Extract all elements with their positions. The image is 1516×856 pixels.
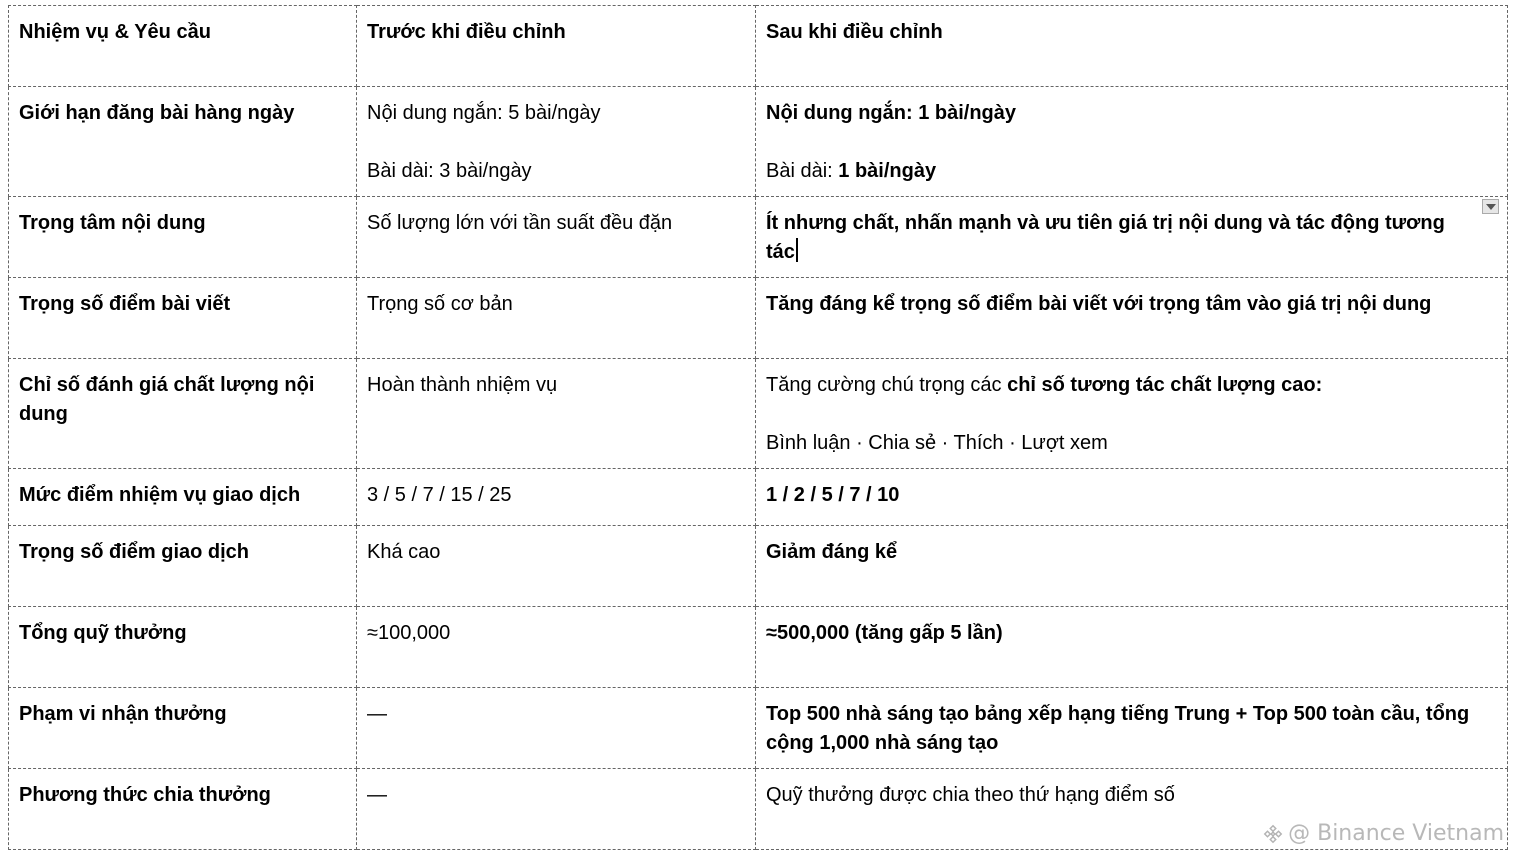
row-before-cell[interactable]: Số lượng lớn với tần suất đều đặn xyxy=(357,197,756,278)
row-task-cell[interactable]: Trọng số điểm giao dịch xyxy=(9,526,357,607)
row-after-cell[interactable] xyxy=(756,359,1508,469)
row-before-cell[interactable]: ≈100,000 xyxy=(357,607,756,688)
header-task[interactable]: Nhiệm vụ & Yêu cầu xyxy=(9,6,357,87)
row-before-cell[interactable]: Hoàn thành nhiệm vụ xyxy=(357,359,756,469)
row-task-cell[interactable]: Giới hạn đăng bài hàng ngày xyxy=(9,87,357,197)
row-after-cell[interactable]: Tăng đáng kể trọng số điểm bài viết với trọng tâm vào giá trị nội dung xyxy=(756,278,1508,359)
row-after-cell[interactable]: Quỹ thưởng được chia theo thứ hạng điểm số xyxy=(756,769,1508,850)
row-after-cell[interactable] xyxy=(756,87,1508,197)
row-task-cell[interactable]: Phạm vi nhận thưởng xyxy=(9,688,357,769)
after-bold: chỉ số tương tác chất lượng cao: xyxy=(1007,374,1323,396)
cell-dropdown-icon[interactable] xyxy=(1482,199,1499,214)
watermark-text: @ Binance Vietnam xyxy=(1288,821,1504,846)
after-label: Bài dài: xyxy=(766,160,839,182)
table-row xyxy=(9,359,1508,469)
after-value: 1 bài/ngày xyxy=(838,160,937,182)
row-task-cell[interactable]: Mức điểm nhiệm vụ giao dịch xyxy=(9,469,357,526)
after-line: Nội dung ngắn: 1 bài/ngày xyxy=(766,102,1016,124)
comparison-table xyxy=(8,5,1508,850)
after-line xyxy=(766,371,1497,400)
row-task-cell[interactable]: Trọng số điểm bài viết xyxy=(9,278,357,359)
header-after[interactable]: Sau khi điều chỉnh xyxy=(756,6,1508,87)
after-text: Ít nhưng chất, nhấn mạnh và ưu tiên giá trị nội dung và tác động tương tác xyxy=(766,212,1445,263)
row-after-cell[interactable]: ≈500,000 (tăng gấp 5 lần) xyxy=(756,607,1508,688)
row-before-cell[interactable] xyxy=(357,87,756,197)
row-after-cell[interactable]: 1 / 2 / 5 / 7 / 10 xyxy=(756,469,1508,526)
row-task-cell[interactable]: Chỉ số đánh giá chất lượng nội dung xyxy=(9,359,357,469)
after-line: Bình luận · Chia sẻ · Thích · Lượt xem xyxy=(766,432,1108,454)
after-prefix: Tăng cường chú trọng các xyxy=(766,374,1008,396)
row-before-cell[interactable]: Trọng số cơ bản xyxy=(357,278,756,359)
table-row xyxy=(9,278,1508,359)
row-after-cell[interactable]: Giảm đáng kể xyxy=(756,526,1508,607)
binance-logo-icon xyxy=(1262,823,1284,845)
table-header-row xyxy=(9,6,1508,87)
row-before-cell[interactable]: — xyxy=(357,688,756,769)
row-before-cell[interactable]: — xyxy=(357,769,756,850)
table-row xyxy=(9,607,1508,688)
header-before[interactable]: Trước khi điều chỉnh xyxy=(357,6,756,87)
row-after-cell[interactable] xyxy=(756,197,1508,278)
text-cursor xyxy=(796,238,798,262)
table-row xyxy=(9,688,1508,769)
row-task-cell[interactable]: Tổng quỹ thưởng xyxy=(9,607,357,688)
row-task-cell[interactable]: Phương thức chia thưởng xyxy=(9,769,357,850)
table-row xyxy=(9,526,1508,607)
table-row xyxy=(9,469,1508,526)
watermark xyxy=(1262,821,1504,846)
table-row xyxy=(9,197,1508,278)
before-line: Nội dung ngắn: 5 bài/ngày xyxy=(367,102,601,124)
row-after-cell[interactable]: Top 500 nhà sáng tạo bảng xếp hạng tiếng Trung + Top 500 toàn cầu, tổng cộng 1,000 nhà sáng tạo xyxy=(756,688,1508,769)
row-before-cell[interactable]: 3 / 5 / 7 / 15 / 25 xyxy=(357,469,756,526)
after-line xyxy=(766,157,1497,186)
table-row xyxy=(9,87,1508,197)
row-task-cell[interactable]: Trọng tâm nội dung xyxy=(9,197,357,278)
row-before-cell[interactable]: Khá cao xyxy=(357,526,756,607)
before-line: Bài dài: 3 bài/ngày xyxy=(367,160,532,182)
